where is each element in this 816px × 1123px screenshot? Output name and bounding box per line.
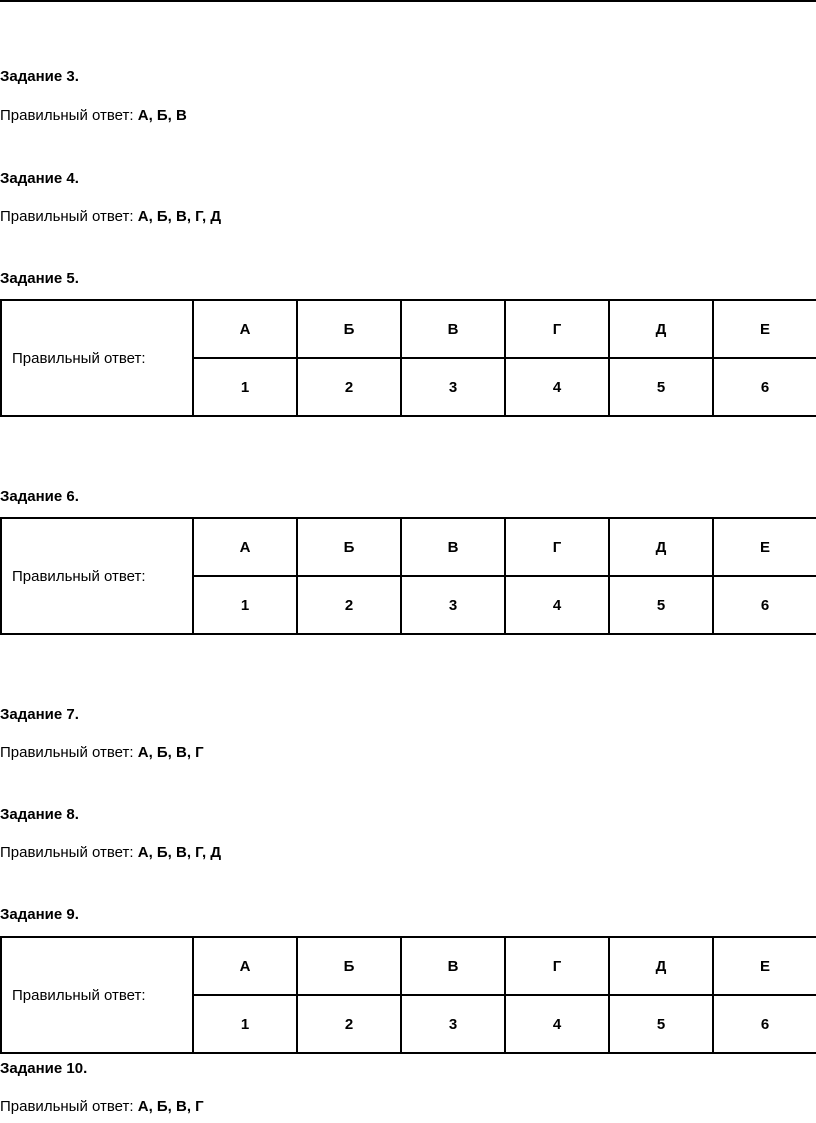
task-7-answer bbox=[0, 744, 204, 761]
task-9-title: Задание 9. bbox=[0, 906, 79, 923]
number-cell: 6 bbox=[713, 576, 816, 634]
answer-value: А, Б, В, Г bbox=[137, 1098, 204, 1115]
number-cell: 4 bbox=[505, 995, 609, 1053]
task-3-answer bbox=[0, 107, 187, 124]
number-cell: 6 bbox=[713, 995, 816, 1053]
number-cell: 1 bbox=[193, 576, 297, 634]
task-6-title: Задание 6. bbox=[0, 488, 79, 505]
letter-cell: Д bbox=[609, 518, 713, 576]
number-cell: 4 bbox=[505, 358, 609, 416]
number-cell: 2 bbox=[297, 995, 401, 1053]
task-10-answer bbox=[0, 1098, 204, 1115]
number-cell: 5 bbox=[609, 576, 713, 634]
number-cell: 6 bbox=[713, 358, 816, 416]
answer-label: Правильный ответ: bbox=[1, 300, 193, 416]
answer-value: А, Б, В bbox=[137, 107, 187, 124]
letter-cell: Г bbox=[505, 300, 609, 358]
answer-prefix: Правильный ответ: bbox=[0, 744, 138, 761]
task-4-answer bbox=[0, 208, 221, 225]
task-8-answer bbox=[0, 844, 221, 861]
task-5-answer-table bbox=[0, 299, 816, 417]
letter-cell: Б bbox=[297, 937, 401, 995]
letter-cell: Е bbox=[713, 518, 816, 576]
answer-label: Правильный ответ: bbox=[1, 518, 193, 634]
letter-cell: Е bbox=[713, 300, 816, 358]
task-9-answer-table bbox=[0, 936, 816, 1054]
task-4-title: Задание 4. bbox=[0, 170, 79, 187]
letter-cell: Е bbox=[713, 937, 816, 995]
task-3-title: Задание 3. bbox=[0, 68, 79, 85]
answer-prefix: Правильный ответ: bbox=[0, 107, 138, 124]
letter-cell: Д bbox=[609, 937, 713, 995]
answer-prefix: Правильный ответ: bbox=[0, 1098, 138, 1115]
table-row-letters bbox=[1, 518, 816, 576]
task-10-title: Задание 10. bbox=[0, 1060, 88, 1077]
number-cell: 5 bbox=[609, 358, 713, 416]
task-8-title: Задание 8. bbox=[0, 806, 79, 823]
letter-cell: В bbox=[401, 300, 505, 358]
answer-value: А, Б, В, Г, Д bbox=[137, 208, 222, 225]
answer-value: А, Б, В, Г bbox=[137, 744, 204, 761]
letter-cell: А bbox=[193, 300, 297, 358]
answer-value: А, Б, В, Г, Д bbox=[137, 844, 222, 861]
number-cell: 1 bbox=[193, 995, 297, 1053]
letter-cell: Д bbox=[609, 300, 713, 358]
letter-cell: Б bbox=[297, 300, 401, 358]
table-row-letters bbox=[1, 937, 816, 995]
number-cell: 3 bbox=[401, 995, 505, 1053]
letter-cell: В bbox=[401, 937, 505, 995]
answer-prefix: Правильный ответ: bbox=[0, 208, 138, 225]
letter-cell: А bbox=[193, 937, 297, 995]
task-6-answer-table bbox=[0, 517, 816, 635]
number-cell: 2 bbox=[297, 358, 401, 416]
letter-cell: А bbox=[193, 518, 297, 576]
number-cell: 1 bbox=[193, 358, 297, 416]
task-5-title: Задание 5. bbox=[0, 270, 79, 287]
table-row-letters bbox=[1, 300, 816, 358]
answer-label: Правильный ответ: bbox=[1, 937, 193, 1053]
number-cell: 2 bbox=[297, 576, 401, 634]
letter-cell: Г bbox=[505, 518, 609, 576]
top-border-line bbox=[0, 0, 816, 2]
number-cell: 4 bbox=[505, 576, 609, 634]
answer-prefix: Правильный ответ: bbox=[0, 844, 138, 861]
number-cell: 3 bbox=[401, 576, 505, 634]
number-cell: 5 bbox=[609, 995, 713, 1053]
letter-cell: Б bbox=[297, 518, 401, 576]
letter-cell: Г bbox=[505, 937, 609, 995]
number-cell: 3 bbox=[401, 358, 505, 416]
task-7-title: Задание 7. bbox=[0, 706, 79, 723]
letter-cell: В bbox=[401, 518, 505, 576]
